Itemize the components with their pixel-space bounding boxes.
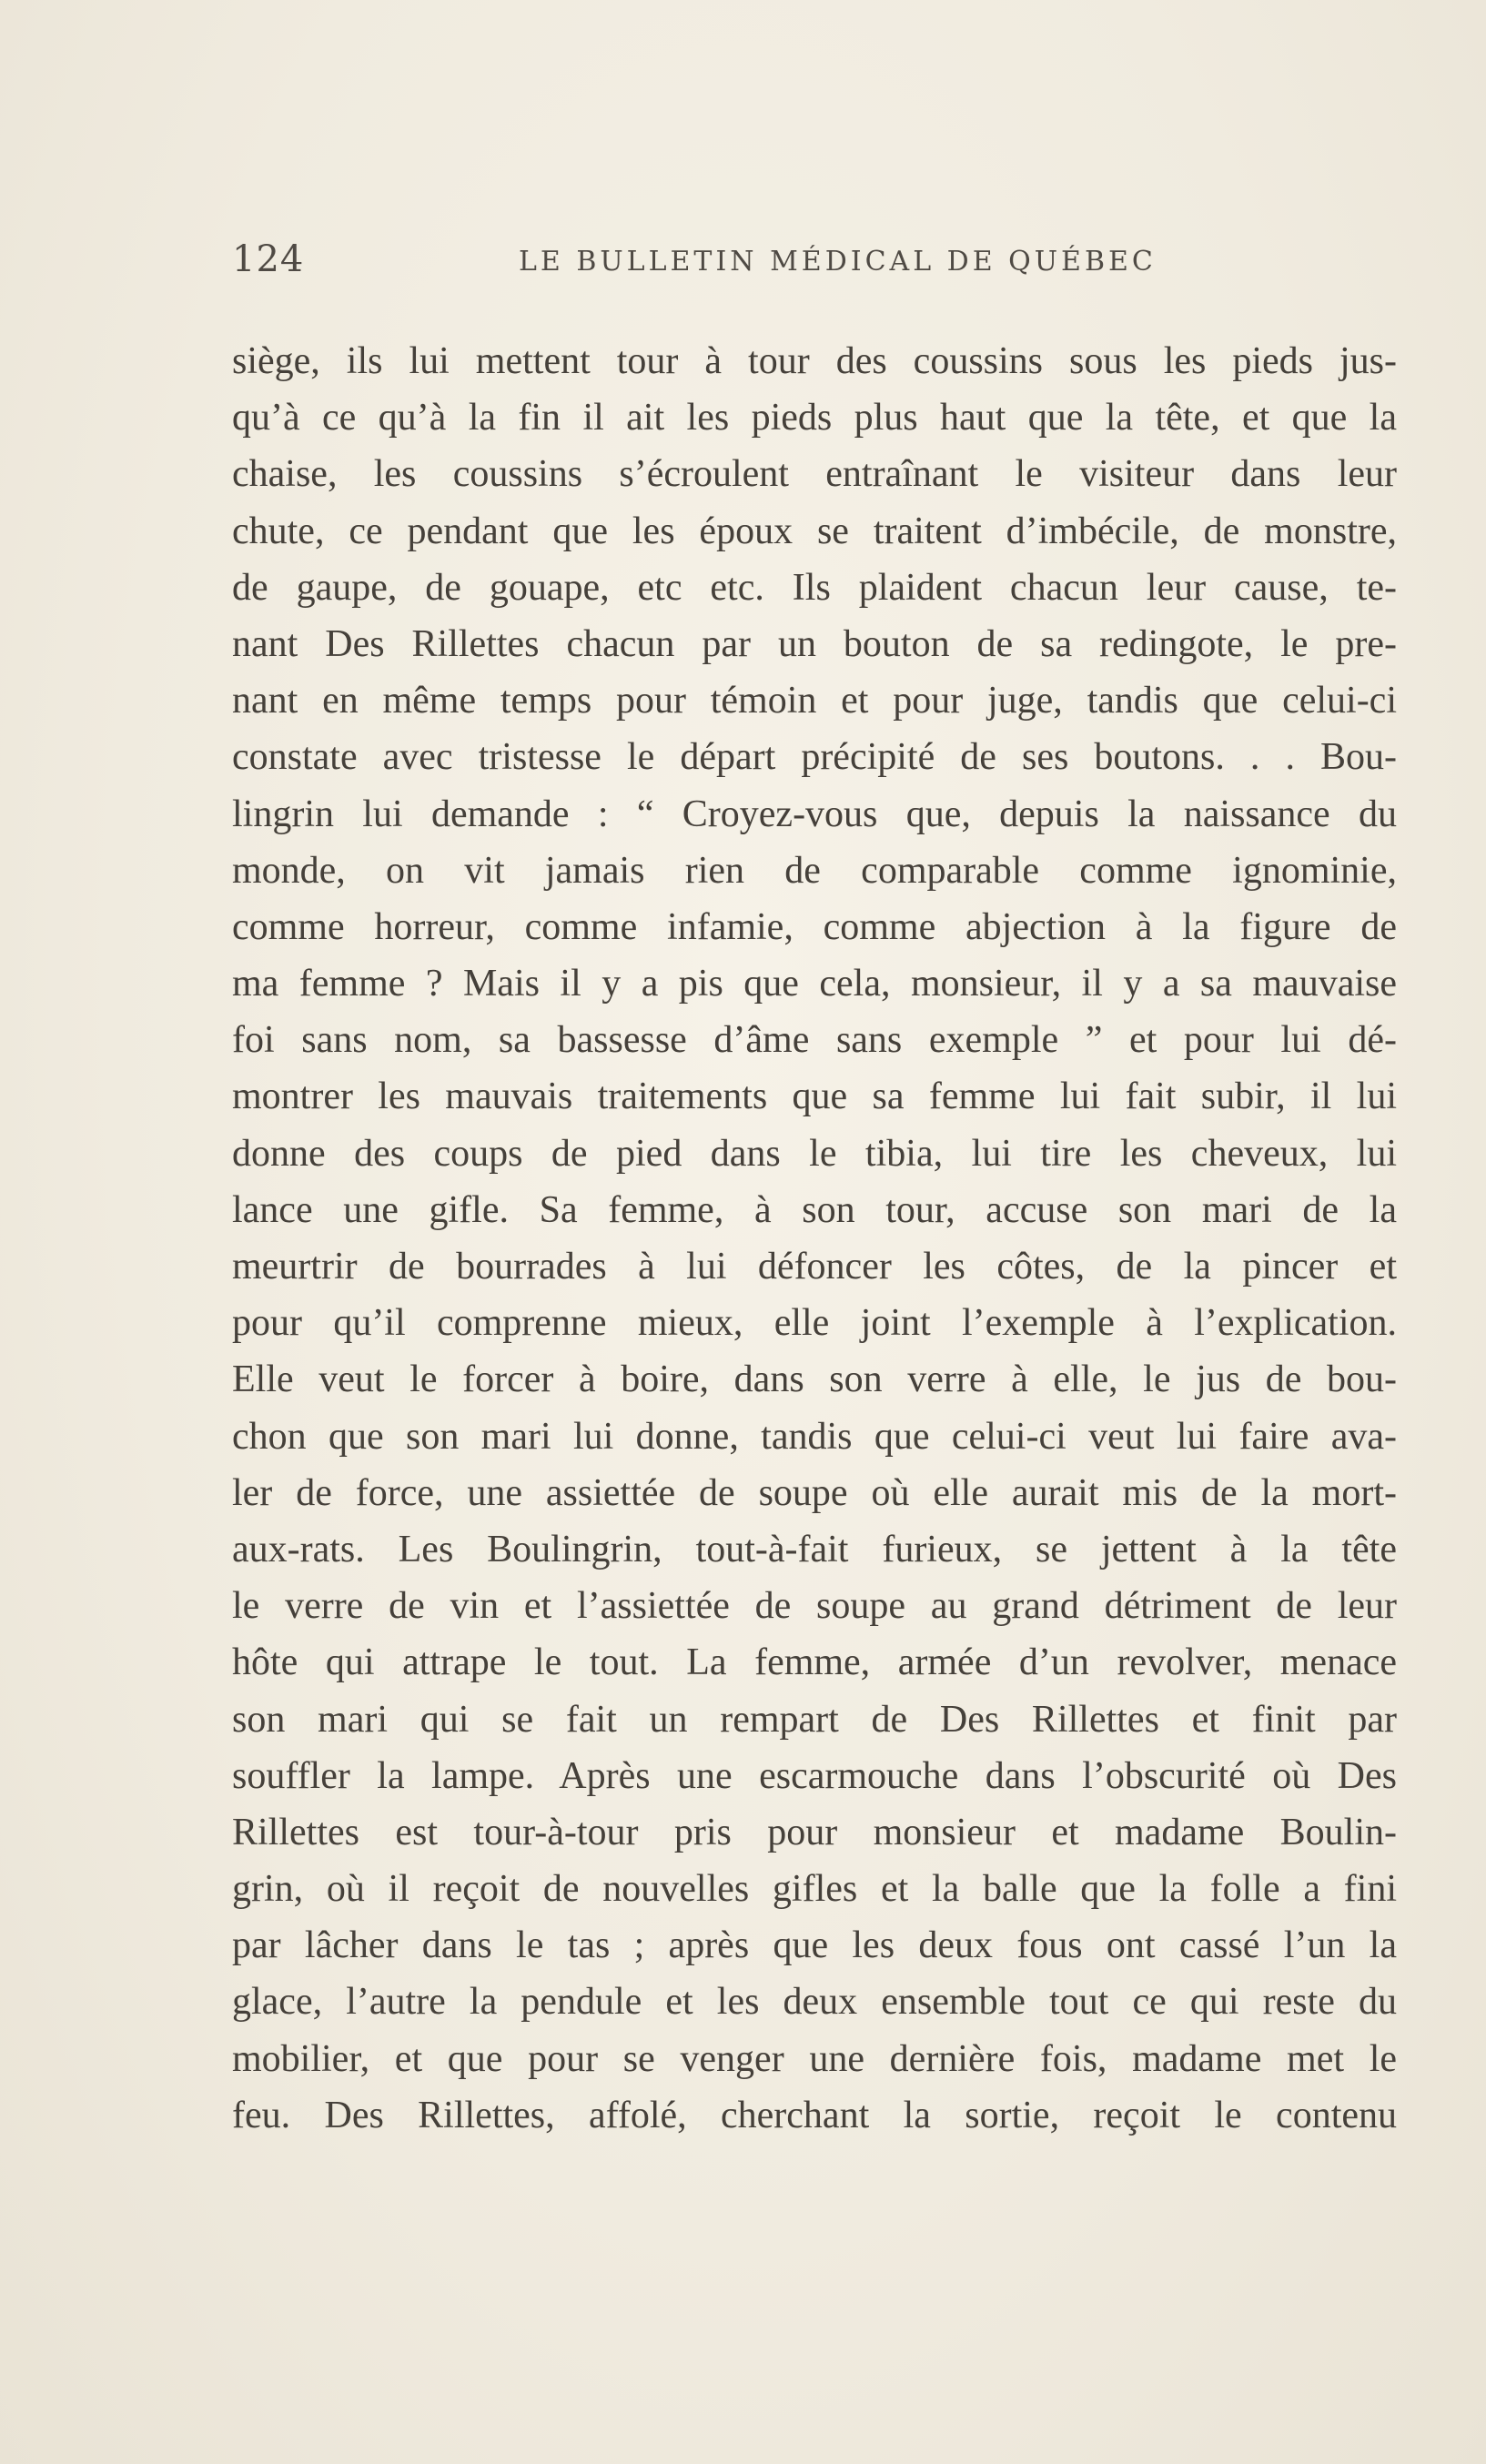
text-line: souffler la lampe. Après une escarmouche dans l’obscurité où Des [232,1754,1397,1797]
text-line: hôte qui attrape le tout. La femme, armée d’un revolver, menace [232,1641,1397,1684]
text-line: aux-rats. Les Boulingrin, tout-à-fait furieux, se jettent à la tête [232,1528,1397,1570]
text-line: donne des coups de pied dans le tibia, lui tire les cheveux, lui [232,1132,1397,1175]
text-line: nant Des Rillettes chacun par un bouton de sa redingote, le pre- [232,622,1397,665]
text-line: ler de force, une assiettée de soupe où elle aurait mis de la mort- [232,1471,1397,1514]
text-line: pour qu’il comprenne mieux, elle joint l’exemple à l’explication. [232,1302,1397,1345]
text-line: comme horreur, comme infamie, comme abjection à la figure de [232,905,1397,948]
text-line: lingrin lui demande : “ Croyez-vous que, depuis la naissance du [232,793,1397,835]
page-header [232,238,1415,293]
text-line: nant en même temps pour témoin et pour juge, tandis que celui-ci [232,680,1397,722]
body-text [232,333,1397,2144]
text-line: par lâcher dans le tas ; après que les deux fous ont cassé l’un la [232,1924,1397,1967]
text-line: mobilier, et que pour se venger une dernière fois, madame met le [232,2037,1397,2080]
text-line: monde, on vit jamais rien de comparable comme ignominie, [232,849,1397,892]
text-line: montrer les mauvais traitements que sa femme lui fait subir, il lui [232,1075,1397,1118]
text-line: chute, ce pendant que les époux se traitent d’imbécile, de monstre, [232,510,1397,552]
text-line: son mari qui se fait un rempart de Des Rillettes et finit par [232,1698,1397,1741]
text-line: foi sans nom, sa bassesse d’âme sans exemple ” et pour lui dé- [232,1019,1397,1062]
text-line: constate avec tristesse le départ précipité de ses boutons. . . Bou- [232,736,1397,779]
text-line: chon que son mari lui donne, tandis que celui-ci veut lui faire ava- [232,1415,1397,1458]
text-line: chaise, les coussins s’écroulent entraînant le visiteur dans leur [232,453,1397,496]
text-line: lance une gifle. Sa femme, à son tour, accuse son mari de la [232,1188,1397,1231]
text-line: le verre de vin et l’assiettée de soupe au grand détriment de leur [232,1585,1397,1628]
text-line: grin, où il reçoit de nouvelles gifles et la balle que la folle a fini [232,1868,1397,1911]
text-line: feu. Des Rillettes, affolé, cherchant la sortie, reçoit le contenu [232,2094,1397,2136]
text-line: siège, ils lui mettent tour à tour des coussins sous les pieds jus- [232,340,1397,382]
text-line: Rillettes est tour-à-tour pris pour monsieur et madame Boulin- [232,1811,1397,1853]
text-line: qu’à ce qu’à la fin il ait les pieds plus haut que la tête, et que la [232,397,1397,439]
text-line: de gaupe, de gouape, etc etc. Ils plaident chacun leur cause, te- [232,566,1397,609]
text-line: ma femme ? Mais il y a pis que cela, monsieur, il y a sa mauvaise [232,963,1397,1005]
text-line: meurtrir de bourrades à lui défoncer les côtes, de la pincer et [232,1246,1397,1288]
page-number: 124 [232,238,305,280]
running-head: LE BULLETIN MÉDICAL DE QUÉBEC [519,246,1157,278]
text-line: glace, l’autre la pendule et les deux ensemble tout ce qui reste du [232,1981,1397,2024]
text-line: Elle veut le forcer à boire, dans son verre à elle, le jus de bou- [232,1358,1397,1401]
